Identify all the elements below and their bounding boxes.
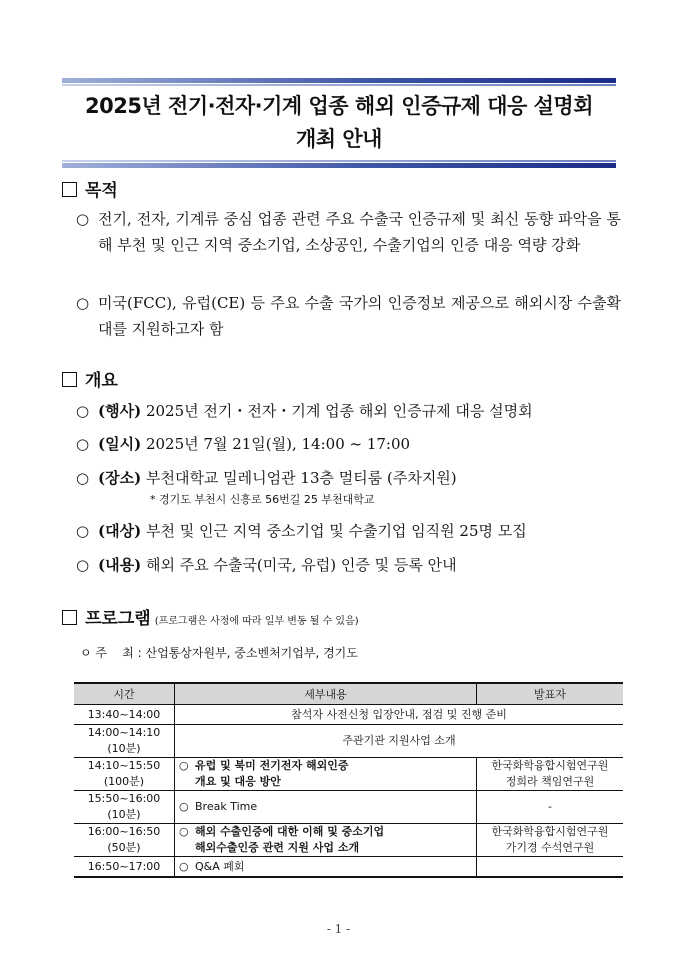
- table-row: [74, 857, 623, 878]
- title-bottom-rule-thin: [62, 160, 616, 162]
- circle-bullet-icon: ○: [76, 402, 90, 420]
- row-duration: (50분): [107, 841, 141, 854]
- program-table: [74, 682, 623, 878]
- row-detail: 해외 수출인증에 대한 이해 및 중소기업: [195, 825, 385, 838]
- row-presenter-name: 가기경 수석연구원: [505, 841, 595, 854]
- table-row: [74, 725, 623, 758]
- table-row: [74, 705, 623, 725]
- program-host: ㅇ 주 최 : 산업통상자원부, 중소벤처기업부, 경기도: [80, 646, 358, 660]
- row-time: 14:00~14:10: [87, 726, 161, 739]
- row-detail: 유럽 및 북미 전기전자 해외인증: [195, 759, 349, 772]
- overview-item-content: ○ (내용) 해외 주요 수출국(미국, 유럽) 인증 및 등록 안내: [76, 552, 621, 578]
- table-header-row: [74, 683, 623, 705]
- row-presenter: -: [548, 800, 552, 813]
- row-time: 14:10~15:50: [87, 759, 161, 772]
- table-row: [74, 791, 623, 824]
- circle-bullet-icon: ○: [76, 435, 90, 453]
- purpose-item-1: ○ 전기, 전자, 기계류 중심 업종 관련 주요 수출국 인증규제 및 최신 동향 파악을 통해 부천 및 인근 지역 중소기업, 소상공인, 수출기업의 인증 대응 역량 강화: [76, 206, 621, 258]
- section-heading-overview: 개요: [62, 366, 118, 391]
- circle-bullet-icon: ○: [76, 522, 90, 540]
- program-note: (프로그램은 사정에 따라 일부 변동 될 수 있음): [154, 616, 359, 627]
- overview-item-target: ○ (대상) 부천 및 인근 지역 중소기업 및 수출기업 임직원 25명 모집: [76, 518, 621, 544]
- row-detail: Q&A 폐회: [195, 859, 245, 873]
- row-duration: (10분): [107, 742, 141, 755]
- header-detail: 세부내용: [175, 683, 477, 705]
- circle-bullet-icon: ○: [76, 294, 90, 312]
- row-time: 13:40~14:00: [87, 707, 161, 721]
- overview-item-event: ○ (행사) 2025년 전기・전자・기계 업종 해외 인증규제 대응 설명회: [76, 398, 621, 424]
- title-line-1: 2025년 전기·전자·기계 업종 해외 인증규제 대응 설명회: [85, 94, 593, 118]
- section-heading-purpose: 목적: [62, 176, 118, 201]
- purpose-item-2: ○ 미국(FCC), 유럽(CE) 등 주요 수출 국가의 인증정보 제공으로 해외시장 수출확대를 지원하고자 함: [76, 290, 621, 342]
- title-line-2: 개최 안내: [296, 127, 382, 151]
- table-row: [74, 824, 623, 857]
- overview-item-date: ○ (일시) 2025년 7월 21일(월), 14:00 ~ 17:00: [76, 431, 621, 457]
- row-detail: 참석자 사전신청 입장안내, 점검 및 진행 준비: [291, 707, 507, 721]
- row-detail: 주관기관 지원사업 소개: [342, 734, 456, 747]
- row-detail-cont: 해외수출인증 관련 지원 사업 소개: [195, 841, 360, 854]
- row-duration: (100분): [103, 775, 145, 788]
- header-time: 시간: [74, 683, 175, 705]
- circle-bullet-icon: ○: [179, 759, 189, 772]
- venue-address-note: * 경기도 부천시 신흥로 56번길 25 부천대학교: [150, 493, 375, 506]
- row-time: 16:00~16:50: [87, 825, 161, 838]
- page-number: - 1 -: [326, 922, 351, 936]
- circle-bullet-icon: ○: [179, 800, 189, 813]
- header-presenter: 발표자: [477, 683, 624, 705]
- row-detail: Break Time: [195, 800, 258, 813]
- section-heading-program: 프로그램 (프로그램은 사정에 따라 일부 변동 될 수 있음): [62, 604, 359, 629]
- row-time: 16:50~17:00: [87, 859, 161, 873]
- title-top-rule: [62, 78, 616, 83]
- row-presenter-org: 한국화학융합시험연구원: [491, 759, 609, 772]
- circle-bullet-icon: ○: [76, 556, 90, 574]
- title-bottom-rule: [62, 163, 616, 168]
- square-bullet-icon: [62, 610, 77, 625]
- page-title: [62, 86, 616, 160]
- square-bullet-icon: [62, 182, 77, 197]
- circle-bullet-icon: ○: [179, 859, 189, 873]
- row-time: 15:50~16:00: [87, 792, 161, 805]
- square-bullet-icon: [62, 372, 77, 387]
- row-presenter-org: 한국화학융합시험연구원: [491, 825, 609, 838]
- circle-bullet-icon: ○: [76, 210, 90, 228]
- circle-bullet-icon: ○: [179, 825, 189, 838]
- circle-bullet-icon: ○: [76, 469, 90, 487]
- title-block: [62, 78, 616, 168]
- row-presenter-name: 정희라 책임연구원: [505, 775, 595, 788]
- row-duration: (10분): [107, 808, 141, 821]
- row-detail-cont: 개요 및 대응 방안: [195, 775, 281, 788]
- overview-item-venue: ○ (장소) 부천대학교 밀레니엄관 13층 멀티룸 (주차지원): [76, 465, 621, 491]
- table-row: [74, 758, 623, 791]
